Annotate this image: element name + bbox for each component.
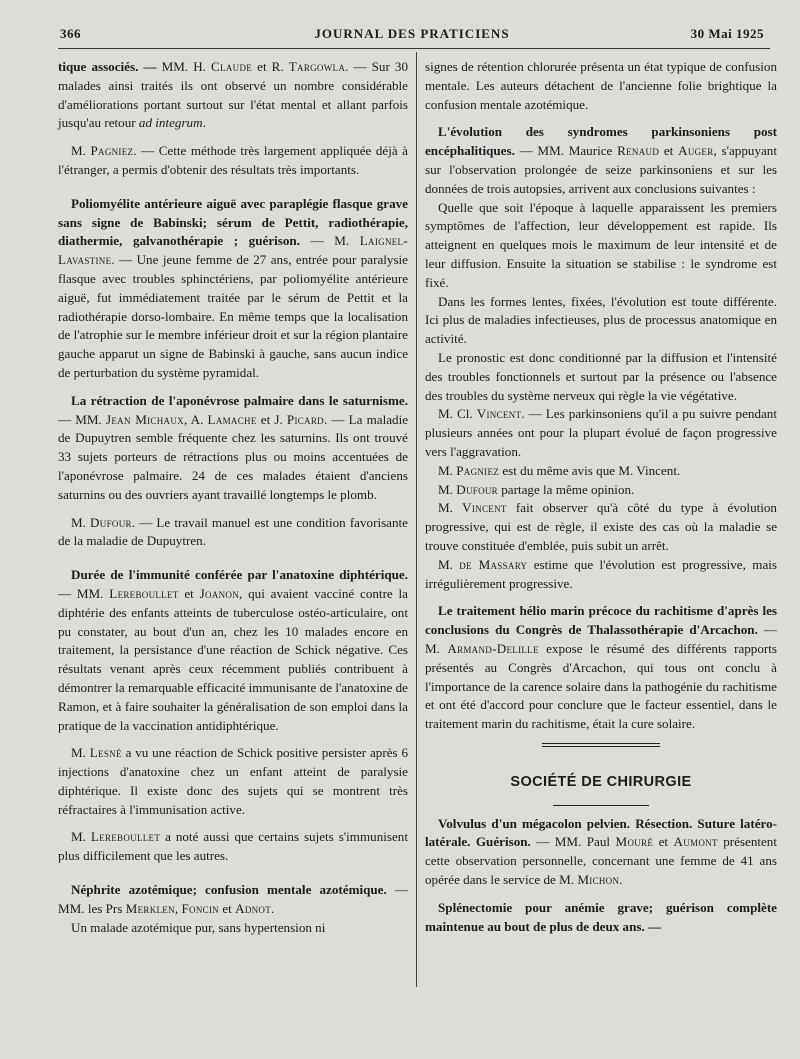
- author-name: Pagniez: [90, 143, 134, 159]
- paragraph: [58, 919, 408, 938]
- author-name: Picard: [286, 411, 324, 427]
- author-name: Claude: [211, 59, 253, 74]
- text: — MM.: [58, 411, 106, 427]
- text: .: [619, 872, 623, 888]
- author-name: Lamache: [207, 411, 257, 427]
- text: Un malade azotémique pur, sans hypertension ni: [71, 919, 326, 935]
- paragraph: [425, 349, 777, 405]
- paragraph: [58, 514, 408, 552]
- paragraph: [425, 293, 777, 349]
- text: .: [202, 115, 206, 131]
- text: M.: [438, 556, 460, 572]
- text: partage la même opinion.: [497, 481, 635, 497]
- text: . — Les parkinsoniens qu'il a pu suivre pendant plusieurs années ont pour la plupart évolué de façon progressive vers l'aggravation.: [425, 406, 777, 459]
- text: M.: [71, 745, 90, 761]
- text: M.: [438, 462, 457, 478]
- paragraph: [425, 815, 777, 890]
- author-name: Laignel-Lavastine: [58, 233, 408, 268]
- author-name: Lereboullet: [90, 829, 161, 845]
- text: et J.: [256, 411, 287, 427]
- text: Quelle que soit l'époque à laquelle apparaissent les premiers symptômes de l'affection, leur développement est rapide. Ils atteignent en quelques mois le maximum de leur intensité et de leur diffusion. Ensuite la situation se stabilise : le syndrome est fixé.: [425, 199, 777, 290]
- author-name: Pagniez: [456, 462, 500, 478]
- author-name: Dufour: [90, 514, 132, 530]
- left-column: [58, 58, 408, 937]
- text: . — La maladie de Dupuytren semble fréquente chez les saturnins. Ils ont trouvé 33 sujets porteurs de rétractions plus ou moins accentuées de l'aponévrose palmaire. 24 de ces malades étaient d'anciens saturnins ou des ouvriers ayant travaillé longtemps le plomb.: [58, 411, 409, 502]
- text: ,: [174, 900, 182, 916]
- text: .: [271, 900, 275, 916]
- text: estime que l'évolution est progressive, mais irrégulièrement progressive.: [425, 556, 777, 591]
- paragraph: [58, 744, 408, 819]
- article-heading: tique associés. —: [58, 59, 157, 74]
- text: . — Une jeune femme de 27 ans, entrée pour paralysie flasque avec troubles sphinctériens, par poliomyélite antérieure aiguë, fut immédiatement traitée par le sérum de Pettit et la radiothérapie dorso-lombaire. En même temps que la localisation de l'atrophie sur le membre inférieur droit et sur la région plantaire gauche apparut un signe de Babinski à gauche, sans aucun indice de perturbation du système pyramidal.: [58, 252, 408, 380]
- author-name: Jean Michaux: [105, 411, 184, 427]
- paragraph: [58, 881, 408, 919]
- paragraph: [425, 602, 777, 734]
- author-name: Armand-Delille: [447, 640, 539, 656]
- author-name: Adnot: [235, 900, 272, 916]
- header-rule: [58, 48, 770, 49]
- paragraph: [425, 58, 777, 114]
- article-heading: Splénectomie pour anémie grave; guérison complète maintenue au bout de plus de deux ans. —: [425, 899, 777, 934]
- author-name: Michon: [577, 872, 620, 888]
- paragraph: [425, 556, 777, 594]
- paragraph: [58, 195, 408, 383]
- text: — M.: [425, 622, 777, 656]
- article-heading: Néphrite azotémique; confusion mentale azotémique.: [71, 882, 387, 898]
- author-name: Merklen: [125, 900, 175, 916]
- text: M. Cl.: [438, 406, 477, 422]
- text: expose le résumé des différents rapports présentés au Congrès d'Arcachon, qui tous ont conclu à l'importance de la carence solaire dans la pathogénie du rachitisme et ont été d'accord pour conclure que le facteur essentiel, dans le traitement marin du rachitisme, était la cure solaire.: [425, 640, 777, 732]
- paragraph: [425, 199, 777, 293]
- paragraph: [425, 405, 777, 461]
- journal-title: JOURNAL DES PRATICIENS: [314, 26, 510, 41]
- article-heading: Volvulus d'un mégacolon pelvien. Résection. Suture latéro-latérale. Guérison.: [425, 815, 777, 850]
- text: , qui avaient vacciné contre la diphtérie des enfants atteints de tuberculose ostéo-articulaire, ont pu constater, au bout d'un an, chez les 10 malades encore en traitement, la persistance d'une réaction de Schick négative. Ces résultats venant après ceux récemment publiés contribuent à démontrer la remarquable efficacité immunisante de l'anatoxine de Ramon, et à faire souhaiter la généralisation de son emploi dans la pratique de la vaccination antidiphtérique.: [58, 585, 408, 733]
- text: M.: [438, 481, 457, 497]
- text: — M.: [299, 233, 360, 249]
- author-name: Vincent: [462, 500, 507, 516]
- paragraph: [58, 566, 408, 735]
- article-heading: Durée de l'immunité conférée par l'anatoxine diphtérique.: [71, 567, 408, 583]
- text: . — Cette méthode très largement appliquée déjà à l'étranger, a permis d'obtenir des résultats très importants.: [58, 143, 408, 177]
- paragraph: [425, 481, 777, 500]
- running-header: [60, 26, 764, 48]
- paragraph: [425, 499, 777, 555]
- text: MM. H.: [156, 59, 212, 74]
- page-number: 366: [60, 26, 81, 41]
- latin-phrase: ad integrum: [138, 115, 203, 131]
- text: M.: [71, 829, 91, 845]
- text: , s'appuyant sur l'observation prolongée de seize parkinsoniens et sur les données de trois autopsies, arrivent aux conclusions suivantes :: [425, 143, 777, 196]
- author-name: de Massary: [459, 556, 528, 572]
- text: M.: [438, 500, 463, 516]
- author-name: Mouré: [615, 834, 654, 850]
- section-rule: [553, 805, 649, 806]
- text: est du même avis que M. Vincent.: [499, 462, 681, 478]
- column-divider: [416, 52, 417, 987]
- author-name: Aumont: [673, 834, 718, 850]
- text: M.: [71, 143, 91, 159]
- text: a noté aussi que certains sujets s'immunisent plus difficilement que les autres.: [58, 829, 408, 864]
- text: présentent cette observation personnelle, concernant une femme de 41 ans opérée dans le service de M.: [425, 834, 777, 888]
- section-title: SOCIÉTÉ DE CHIRURGIE: [510, 773, 692, 790]
- author-name: Joanon: [199, 585, 240, 601]
- text: — MM. Paul: [530, 834, 616, 850]
- author-name: Vincent: [476, 406, 522, 422]
- author-name: Lesné: [89, 745, 122, 761]
- text: et: [219, 900, 236, 916]
- article-heading: L'évolution des syndromes parkinsoniens post encéphalitiques.: [425, 124, 777, 159]
- text: Dans les formes lentes, fixées, l'évolution est toute différente. Ici plus de maladies infectieuses, plus de processus anatomique en activité.: [425, 293, 777, 347]
- paragraph: [425, 462, 777, 481]
- text: , A.: [183, 411, 208, 427]
- author-name: Lereboullet: [109, 585, 179, 601]
- double-rule-divider: [542, 743, 660, 747]
- author-name: Renaud: [617, 143, 660, 159]
- text: fait observer qu'à côté du type à évolution progressive, qui est de règle, il existe des cas où la maladie se trouve constituée d'emblée, puis subit un arrêt.: [425, 500, 777, 553]
- right-column: [425, 58, 777, 936]
- article-heading: La rétraction de l'aponévrose palmaire dans le saturnisme.: [71, 392, 408, 408]
- text: et R.: [252, 59, 289, 74]
- author-name: Auger: [678, 143, 714, 159]
- text: a vu une réaction de Schick positive persister après 6 injections d'anatoxine chez un enfant atteint de paralysie diphtérique. Il existe donc des sujets qui se montrent très réfractaires à l'immunisation active.: [58, 745, 408, 817]
- author-name: Foncin: [181, 900, 220, 916]
- text: et: [178, 585, 200, 601]
- paragraph: [58, 828, 408, 866]
- text: . — Le travail manuel est une condition favorisante de la maladie de Dupuytren.: [58, 514, 408, 549]
- author-name: Targowla: [288, 59, 346, 74]
- text: et: [659, 143, 679, 159]
- text: — MM. Maurice: [514, 143, 618, 159]
- text: et: [653, 834, 674, 850]
- text: — MM. les Prs: [58, 882, 408, 916]
- text: signes de rétention chlorurée présenta un état typique de confusion mentale. Les auteurs détachent de l'ancienne folie brightique la confusion mentale azotémique.: [425, 59, 777, 112]
- text: . — Sur 30 malades ainsi traités ils ont observé un nombre considérable d'améliorations portant surtout sur l'état mental et allant parfois jusqu'au retour: [58, 59, 408, 131]
- issue-date: 30 Mai 1925: [690, 26, 764, 41]
- paragraph: [58, 142, 408, 180]
- paragraph: [58, 392, 408, 505]
- text: Le pronostic est donc conditionné par la diffusion et l'intensité des troubles fonctionnels et surtout par la présence ou l'absence des troubles du système nerveux qui règle la vie végétative.: [425, 349, 777, 403]
- article-heading: Le traitement hélio marin précoce du rachitisme d'après les conclusions du Congrès de Thalassothérapie d'Arcachon.: [425, 603, 777, 638]
- author-name: Dufour: [456, 481, 498, 497]
- article-heading: Poliomyélite antérieure aiguë avec paraplégie flasque grave sans signe de Babinski; sérum de Pettit, radiothérapie, diathermie, galvanothérapie ; guérison.: [58, 195, 408, 249]
- text: M.: [71, 514, 91, 530]
- paragraph: [58, 58, 408, 133]
- paragraph: [425, 899, 777, 937]
- text: — MM.: [58, 585, 110, 601]
- paragraph: [425, 123, 777, 198]
